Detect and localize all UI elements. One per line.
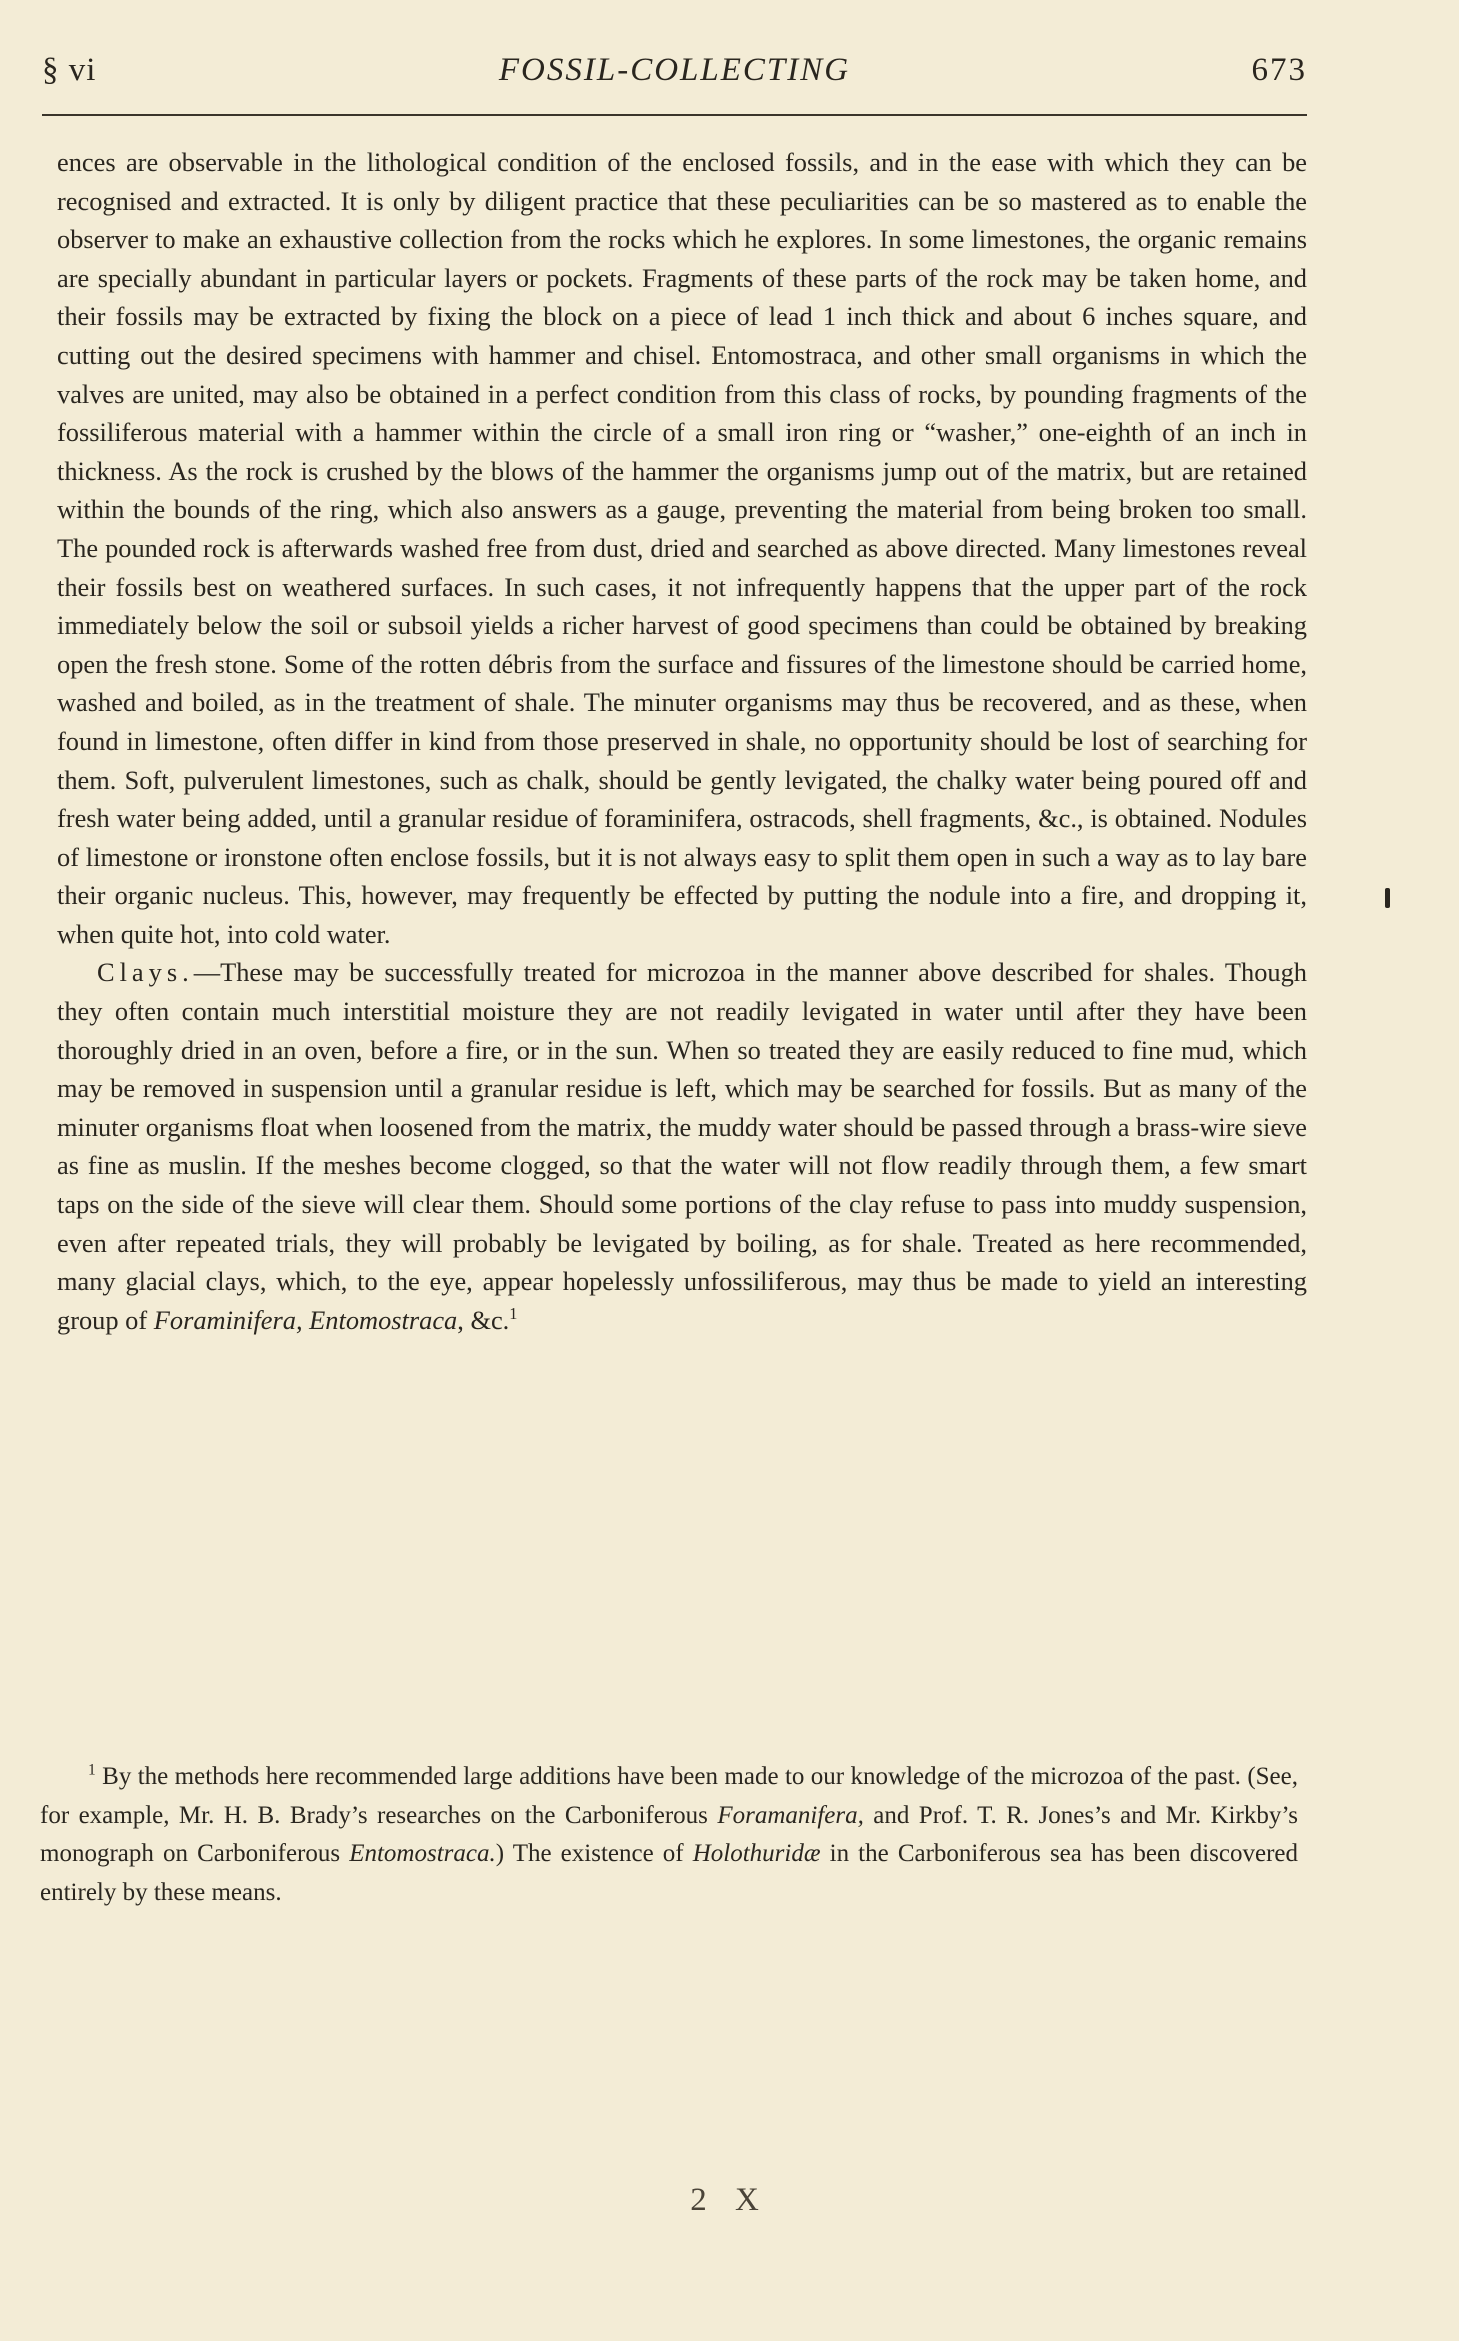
footnote-text-2: and Prof. T. R. Jones’s and Mr. Kirkby’s monograph on Carboniferous: [40, 1801, 1299, 1868]
signature-mark: 2 X: [690, 2182, 769, 2218]
foraminifera-term: Foraminifera: [153, 1304, 296, 1335]
footnote-reference: 1: [509, 1304, 518, 1324]
footnote-italic-entomostraca: Entomostraca.: [349, 1840, 496, 1868]
page-number: 673: [1251, 52, 1307, 88]
header-rule: [42, 114, 1307, 116]
clays-text: —These may be successfully treated for microzoa in the manner above described for shales. Though they often contain much interstitial moisture they are not readily levigated in water until after they have been thoroughly dried in an oven, before a fire, or in the sun. When so treated they are easily reduced to fine mud, which may be removed in suspension until a granular residue is left, which may be searched for fossils. But as many of the minuter organisms float when loosened from the matrix, the muddy water should be passed through a brass-wire sieve as fine as muslin. If the meshes become clogged, so that the water will not flow readily through them, a few smart taps on the side of the sieve will clear them. Should some portions of the clay refuse to pass into muddy suspension, even after repeated trials, they will probably be levigated by boiling, as for shale. Treated as here recommended, many glacial clays, which, to the eye, appear hopelessly unfossiliferous, may thus be made to yield an interesting group of: [57, 957, 1307, 1335]
term-separator: ,: [295, 1304, 310, 1335]
footnote-text-3: ) The existence of: [495, 1840, 693, 1868]
section-marker: § vi: [42, 52, 97, 88]
footnote-italic-holothuridae: Holothuridæ: [692, 1840, 821, 1868]
paragraph-clays: [57, 953, 1307, 1339]
paragraph-limestones: ences are observable in the lithological condition of the enclosed fossils, and in the ease with which they can be recognised and extracted. It is only by diligent practice that these peculiarities can be so mastered as to enable the observer to make an exhaustive collection from the rocks which he explores. In some limestones, the organic remains are specially abundant in particular layers or pockets. Fragments of these parts of the rock may be taken home, and their fossils may be extracted by fixing the block on a piece of lead 1 inch thick and about 6 inches square, and cutting out the desired specimens with hammer and chisel. Entomostraca, and other small organisms in which the valves are united, may also be obtained in a perfect condition from this class of rocks, by pounding fragments of the fossiliferous material with a hammer within the circle of a small iron ring or “washer,” one-eighth of an inch in thickness. As the rock is crushed by the blows of the hammer the organisms jump out of the matrix, but are retained within the bounds of the ring, which also answers as a gauge, preventing the material from being broken too small. The pounded rock is afterwards washed free from dust, dried and searched as above directed. Many limestones reveal their fossils best on weathered surfaces. In such cases, it not infrequently happens that the upper part of the rock immediately below the soil or subsoil yields a richer harvest of good specimens than could be obtained by breaking open the fresh stone. Some of the rotten débris from the surface and fissures of the limestone should be carried home, washed and boiled, as in the treatment of shale. The minuter organisms may thus be recovered, and as these, when found in limestone, often differ in kind from those preserved in shale, no opportunity should be lost of searching for them. Soft, pulverulent limestones, such as chalk, should be gently levigated, the chalky water being poured off and fresh water being added, until a granular residue of foraminifera, ostracods, shell fragments, &c., is obtained. Nodules of limestone or ironstone often enclose fossils, but it is not always easy to split them open in such a way as to lay bare their organic nucleus. This, however, may frequently be effected by putting the nodule into a fire, and dropping it, when quite hot, into cold water.: [57, 147, 1307, 949]
running-title: FOSSIL-COLLECTING: [498, 52, 851, 88]
running-header: [42, 52, 1307, 102]
clays-tail: , &c.: [457, 1304, 510, 1335]
footnote-italic-foramanifera: Foramanifera,: [717, 1801, 864, 1829]
main-text: [57, 143, 1307, 1339]
clays-heading: Clays.: [97, 957, 194, 988]
footnote-marker: 1: [88, 1761, 96, 1779]
footnote-text-4: in the Carboniferous sea has been discovered entirely by these means.: [40, 1840, 1298, 1906]
footnote: [40, 1758, 1298, 1912]
footnote-text-1: By the methods here recommended large additions have been made to our knowledge of the microzoa of the past. (See, for example, Mr. H. B. Brady’s researches on the Carboniferous: [40, 1763, 1298, 1829]
entomostraca-term: Entomostraca: [309, 1304, 458, 1335]
footnote-paragraph: [40, 1758, 1298, 1912]
margin-mark: [1385, 888, 1390, 908]
